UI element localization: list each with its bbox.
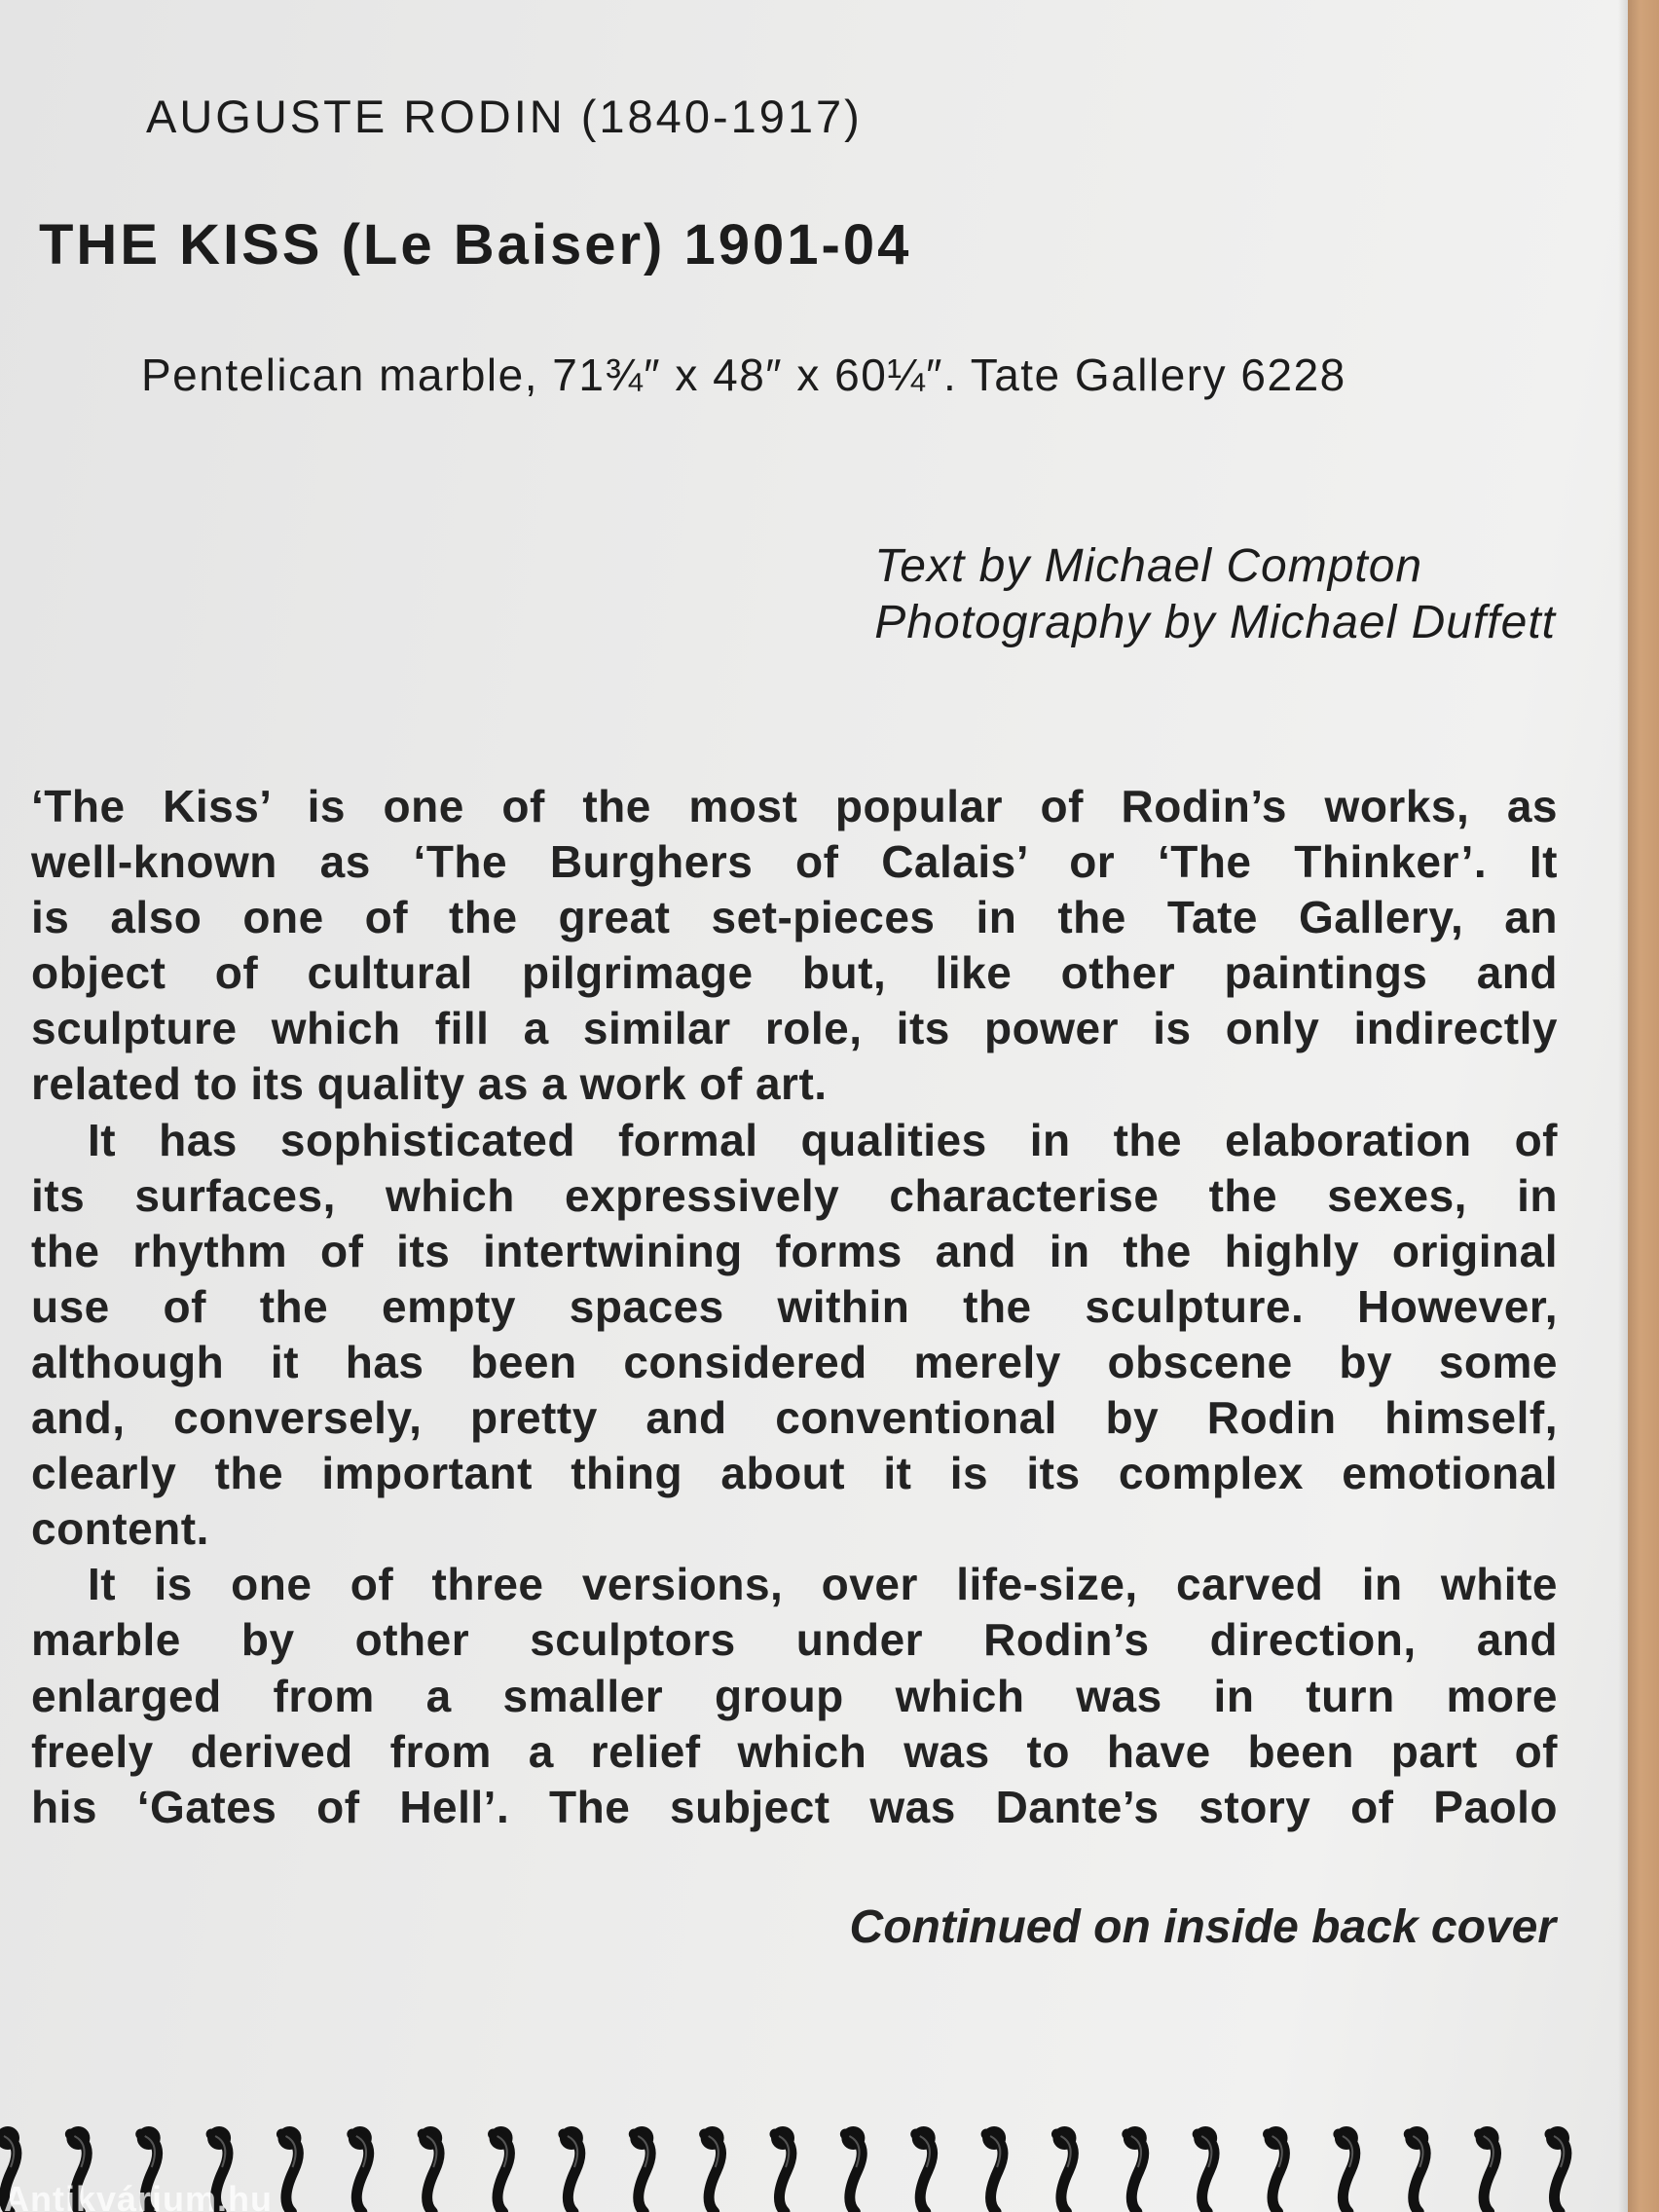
binding-ring bbox=[1335, 2126, 1358, 2212]
binding-ring bbox=[982, 2126, 1006, 2212]
artwork-title: THE KISS (Le Baiser) 1901-04 bbox=[39, 213, 912, 276]
artist-heading: AUGUSTE RODIN (1840-1917) bbox=[146, 91, 863, 142]
body-line: freely derived from a relief which was to have been part of bbox=[31, 1725, 1558, 1777]
body-line: clearly the important thing about it is its complex emotional bbox=[31, 1448, 1558, 1499]
binding-ring bbox=[1194, 2126, 1217, 2212]
binding-ring bbox=[841, 2126, 865, 2212]
body-line: use of the empty spaces within the sculpture. However, bbox=[31, 1280, 1558, 1332]
body-line: enlarged from a smaller group which was in turn more bbox=[31, 1670, 1558, 1721]
binding-ring bbox=[277, 2126, 301, 2212]
background-surface bbox=[1628, 0, 1659, 2212]
body-line: content. bbox=[31, 1503, 209, 1555]
body-line: although it has been considered merely obscene by some bbox=[31, 1336, 1558, 1387]
binding-ring bbox=[701, 2126, 724, 2212]
body-line: object of cultural pilgrimage but, like other paintings and bbox=[31, 947, 1558, 999]
body-line: It has sophisticated formal qualities in the elaboration of bbox=[88, 1114, 1558, 1165]
body-line: the rhythm of its intertwining forms and in the highly original bbox=[31, 1225, 1558, 1276]
body-text bbox=[31, 779, 1558, 1835]
text-credit: Text by Michael Compton bbox=[874, 540, 1423, 592]
binding-ring bbox=[349, 2126, 372, 2212]
body-line: and, conversely, pretty and conventional by Rodin himself, bbox=[31, 1392, 1558, 1444]
page-edge-shadow bbox=[1618, 0, 1628, 2212]
body-line: ‘The Kiss’ is one of the most popular of Rodin’s works, as bbox=[31, 781, 1558, 831]
body-line: It is one of three versions, over life-size, carved in white bbox=[88, 1559, 1558, 1610]
binding-ring bbox=[1546, 2126, 1569, 2212]
body-line: sculpture which fill a similar role, its power is only indirectly bbox=[31, 1003, 1558, 1054]
watermark: Antikvárium.hu bbox=[4, 2179, 274, 2212]
binding-ring bbox=[630, 2126, 653, 2212]
credits-block bbox=[874, 538, 1556, 651]
body-line: well-known as ‘The Burghers of Calais’ or ‘The Thinker’. It bbox=[31, 836, 1558, 888]
binding-ring bbox=[1124, 2126, 1147, 2212]
binding-ring bbox=[419, 2126, 442, 2212]
binding-ring bbox=[1405, 2126, 1428, 2212]
binding-ring bbox=[912, 2126, 936, 2212]
binding-ring bbox=[1265, 2126, 1288, 2212]
continued-note: Continued on inside back cover bbox=[849, 1901, 1556, 1953]
binding-ring bbox=[771, 2126, 794, 2212]
body-line: marble by other sculptors under Rodin’s direction, and bbox=[31, 1614, 1558, 1666]
binding-ring bbox=[1476, 2126, 1499, 2212]
binding-ring bbox=[1052, 2126, 1076, 2212]
body-line: related to its quality as a work of art. bbox=[31, 1058, 828, 1110]
artwork-details: Pentelican marble, 71¾″ x 48″ x 60¼″. Tate Gallery 6228 bbox=[141, 350, 1346, 400]
binding-ring bbox=[560, 2126, 583, 2212]
body-line: his ‘Gates of Hell’. The subject was Dante’s story of Paolo bbox=[31, 1781, 1558, 1832]
binding-ring bbox=[490, 2126, 513, 2212]
photography-credit: Photography by Michael Duffett bbox=[874, 597, 1556, 648]
body-line: is also one of the great set-pieces in the Tate Gallery, an bbox=[31, 892, 1558, 943]
body-line: its surfaces, which expressively characterise the sexes, in bbox=[31, 1169, 1558, 1221]
